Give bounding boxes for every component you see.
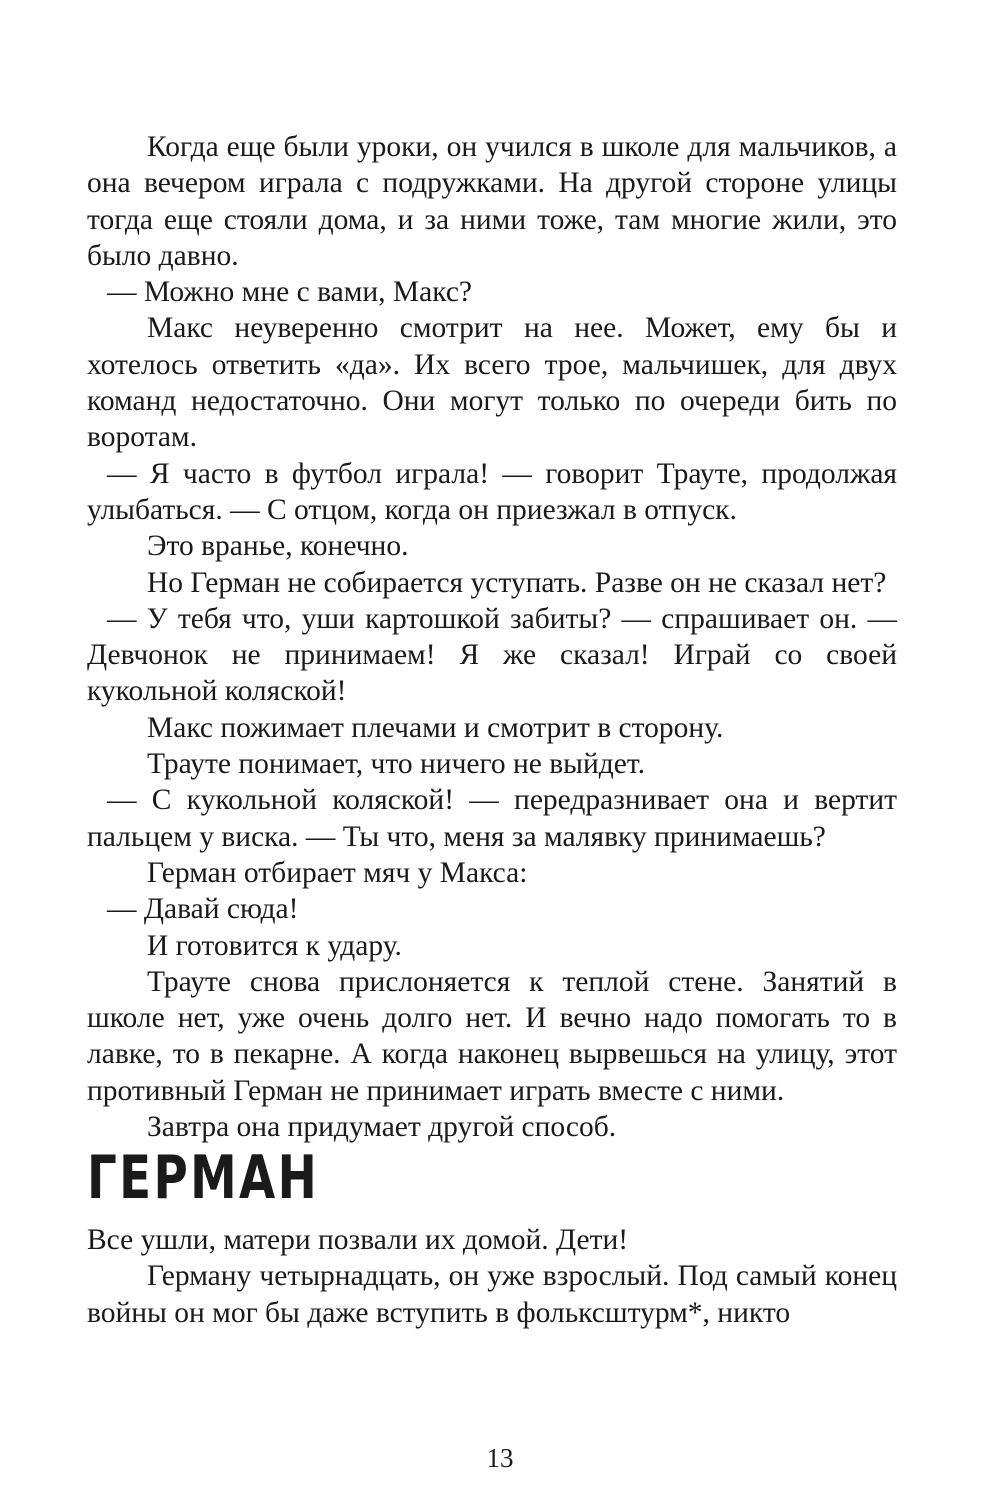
paragraph: И готовится к удару. xyxy=(147,929,402,962)
paragraph: Но Герман не собирается уступать. Разве он не сказал нет? xyxy=(147,566,887,599)
paragraph: Макс неуверенно смотрит на нее. Может, ему бы и хотелось ответить «да». Их всего трое, мальчишек, для двух команд недостаточно. Они могут только по очереди бить по воротам. xyxy=(87,312,897,454)
paragraph: Это вранье, конечно. xyxy=(147,530,409,563)
paragraph: Когда еще были уроки, он учился в школе для мальчиков, а она вечером играла с подружками. На другой стороне улицы тогда еще стояли дома, и за ними тоже, там многие жили, это было давно. xyxy=(87,131,897,272)
paragraph: Все ушли, матери позвали их домой. Дети! xyxy=(87,1224,629,1256)
page-number: 13 xyxy=(486,1443,514,1473)
dialog-line: — У тебя что, уши картошкой забиты? — спрашивает он. — Девчонок не принимаем! Я же сказал! Играй со своей кукольной коляской! xyxy=(87,602,897,708)
paragraph: Макс пожимает плечами и смотрит в сторону. xyxy=(147,711,724,744)
paragraph: Завтра она придумает другой способ. xyxy=(147,1111,617,1144)
chapter-heading: ГЕРМАН xyxy=(87,1143,320,1213)
dialog-line: — Можно мне с вами, Макс? xyxy=(107,276,473,309)
paragraph: Герману четырнадцать, он уже взрослый. Под самый конец войны он мог бы даже вступить в фольксштурм*, никто xyxy=(87,1260,897,1329)
dialog-line: — Я часто в футбол играла! — говорит Траутe, продолжая улыбаться. — С отцом, когда он приезжал в отпуск. xyxy=(87,457,897,526)
paragraph: Герман отбирает мяч у Макса: xyxy=(147,856,528,889)
paragraph: Траутe понимает, что ничего не выйдет. xyxy=(147,748,645,781)
dialog-line: — С кукольной коляской! — передразнивает она и вертит пальцем у виска. — Ты что, меня за малявку принимаешь? xyxy=(87,784,897,853)
main-text xyxy=(87,129,897,1145)
paragraph: Траутe снова прислоняется к теплой стене. Занятий в школе нет, уже очень долго нет. И вечно надо помогать то в лавке, то в пекарне. А когда наконец вырвешься на улицу, этот противный Герман не принимает играть вместе с ними. xyxy=(87,965,897,1107)
chapter-text xyxy=(87,1222,897,1331)
dialog-line: — Давай сюда! xyxy=(107,893,299,926)
